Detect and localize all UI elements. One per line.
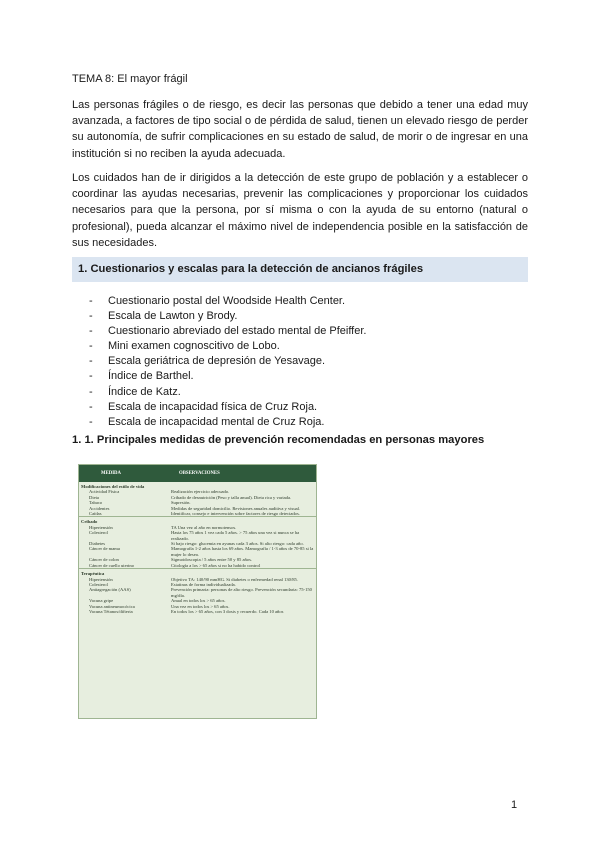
cell-observation: Realización ejercicio adecuado.	[171, 489, 230, 495]
list-item: - Índice de Barthel.	[87, 369, 366, 384]
cell-measure: Actividad Física	[89, 489, 120, 495]
list-item: - Cuestionario postal del Woodside Health Center.	[87, 294, 366, 309]
table-header-row	[79, 465, 316, 482]
cell-measure: Tabaco	[89, 500, 103, 506]
cell-observation: Anual en todos los > 65 años.	[171, 598, 226, 604]
table-group-row	[79, 569, 316, 577]
table-row	[79, 530, 316, 541]
cell-observation: TA Una vez al año en normotensos.	[171, 524, 237, 530]
cell-measure: Caídas	[89, 511, 102, 517]
list-item: - Cuestionario abreviado del estado mental de Pfeiffer.	[87, 324, 366, 339]
cell-observation: Medidas de seguridad domicilio. Revisiones anuales auditiva y visual.	[171, 505, 301, 511]
section-heading: 1. Cuestionarios y escalas para la detección de ancianos frágiles	[78, 263, 424, 275]
scales-list	[87, 294, 366, 430]
list-item: - Escala de Lawton y Brody.	[87, 309, 366, 324]
subsection-heading: 1. 1. Principales medidas de prevención recomendadas en personas mayores	[72, 434, 485, 446]
cell-measure: Vacuna gripe	[89, 598, 114, 604]
list-item: - Escala de incapacidad mental de Cruz Roja.	[87, 415, 366, 430]
table-row	[79, 587, 316, 598]
care-paragraph: Los cuidados han de ir dirigidos a la detección de este grupo de población y a establecer o coordinar las ayudas necesarias, prevenir las complicaciones y proporcionar los cuidados necesarios para que la persona, por sí misma o con la ayuda de su entorno (natural o profesional), pueda alcanzar el máximo nivel de independencia posible en la satisfacción de sus necesidades.	[72, 172, 528, 249]
group-label: Terapéutica	[79, 569, 316, 577]
cell-measure: Colesterol	[89, 581, 108, 587]
cell-measure: Diabetes	[89, 541, 106, 547]
cell-observation: Objetivo TA: 140/90 mmHG. Si diabetes o enfermedad renal 130/85.	[171, 576, 298, 582]
cell-observation: Prevención primaria: personas de alto riesgo. Prevención secundaria: 75-150 mg/día.	[171, 587, 312, 598]
cell-observation: Sigmoidoscopia / 5 años entre 50 y 85 años.	[171, 557, 253, 563]
cell-observation: Supresión.	[171, 500, 191, 506]
group-label: Cribado	[79, 517, 316, 525]
cell-observation: Hasta los 75 años 1 vez cada 5 años. > 75 años una vez si nunca se ha realizado.	[171, 530, 300, 541]
cell-observation: En todos los > 65 años, con 3 dosis y recuerdo. Cada 10 años	[171, 608, 284, 614]
page-number: 1	[511, 799, 518, 811]
cell-measure: Cáncer de mama	[89, 546, 120, 552]
list-item: - Mini examen cognoscitivo de Lobo.	[87, 339, 366, 354]
intro-paragraph: Las personas frágiles o de riesgo, es decir las personas que debido a tener una edad muy avanzada, a factores de tipo social o de pérdida de salud, tienen un elevado riesgo de perder su autonomía, de sufrir complicaciones en su estado de salud, de morir o de ingresar en una institución si no reciben la ayuda adecuada.	[72, 99, 528, 160]
group-label: Modificaciones del estilo de vida	[81, 484, 145, 489]
prevention-table	[79, 465, 316, 614]
cell-observation: Identificar, consejo e intervención sobre factores de riesgo detectados.	[171, 511, 300, 517]
cell-observation: Citología a los > 65 años si no ha habido control	[171, 562, 261, 568]
cell-measure: Hipertensión	[89, 524, 113, 530]
cell-measure: Vacuna antineumocócica	[89, 603, 135, 609]
cell-measure: Colesterol	[89, 530, 108, 536]
table-group-row	[79, 482, 316, 489]
cell-observation: Si bajo riesgo: glucemia en ayunas cada 3 años. Si alto riesgo: cada año.	[171, 541, 304, 547]
list-item: - Escala de incapacidad física de Cruz Roja.	[87, 400, 366, 415]
cell-measure: Accidentes	[89, 505, 110, 511]
list-item: - Escala geriátrica de depresión de Yesavage.	[87, 354, 366, 369]
table-group-row	[79, 517, 316, 525]
list-item: - Índice de Katz.	[87, 385, 366, 400]
table-row	[79, 546, 316, 557]
column-header-medida: MEDIDA	[79, 465, 169, 482]
column-header-observaciones: OBSERVACIONES	[169, 465, 316, 482]
cell-measure: Cáncer de colon	[89, 557, 119, 563]
cell-measure: Cáncer de cuello uterino	[89, 562, 135, 568]
cell-measure: Antiagregación (AAS)	[89, 587, 131, 593]
cell-measure: Dieta	[89, 494, 99, 500]
prevention-table-image	[78, 464, 317, 719]
cell-measure: Hipertensión	[89, 576, 113, 582]
cell-observation: Estatinas de forma individualizada.	[171, 581, 236, 587]
cell-observation: Una vez en todos los > 65 años.	[171, 603, 230, 609]
table-row	[79, 609, 316, 614]
cell-observation: Mamografía 1-2 años hasta los 69 años. Mamografía / 1-3 años de 70-85 si la mujer lo desea.	[171, 546, 314, 557]
cell-measure: Vacuna Tétanos/difteria	[89, 608, 133, 614]
cell-observation: Cribado de desnutrición (Peso y talla anual). Dieta rica y variada.	[171, 494, 292, 500]
document-title: TEMA 8: El mayor frágil	[72, 73, 188, 85]
